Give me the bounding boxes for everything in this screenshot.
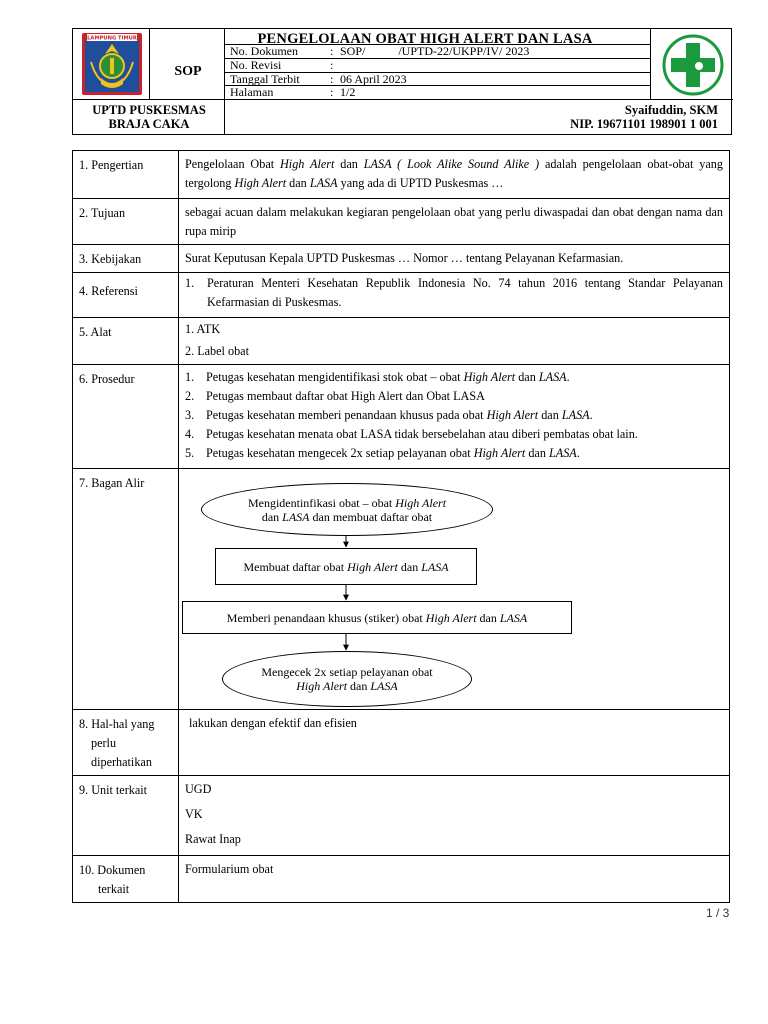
puskesmas-cross-logo bbox=[658, 33, 728, 97]
list-item: 1. ATK bbox=[185, 322, 221, 336]
row-content-tujuan: sebagai acuan dalam melakukan kegiaran pengelolaan obat yang perlu diwaspadai dan obat dengan nama dan rupa mirip bbox=[179, 199, 730, 245]
signatory: Syaifuddin, SKM NIP. 19671101 198901 1 001 bbox=[570, 103, 718, 131]
list-item: 2. Label obat bbox=[185, 344, 249, 358]
table-row bbox=[73, 469, 730, 710]
row-content-dokumen-terkait: Formularium obat bbox=[179, 856, 730, 903]
flow-end-node: Mengecek 2x setiap pelayanan obat High Alert dan LASA bbox=[222, 651, 472, 707]
row-content-unit-terkait bbox=[179, 776, 730, 856]
row-label-hal-hal: 8. Hal-hal yang perlu diperhatikan bbox=[73, 710, 179, 776]
flow-step-labeling: Memberi penandaan khusus (stiker) obat High Alert dan LASA bbox=[182, 601, 572, 634]
table-row bbox=[73, 318, 730, 365]
row-label-bagan-alir: 7. Bagan Alir bbox=[73, 469, 179, 710]
table-row bbox=[73, 776, 730, 856]
table-row bbox=[73, 365, 730, 469]
list-item: 1. Petugas kesehatan mengidentifikasi stok obat – obat High Alert dan LASA. bbox=[185, 370, 570, 384]
list-item: 5. Petugas kesehatan mengecek 2x setiap pelayanan obat High Alert dan LASA. bbox=[185, 446, 580, 460]
organization-name: UPTD PUSKESMAS BRAJA CAKA bbox=[92, 103, 206, 131]
row-content-pengertian: Pengelolaan Obat High Alert dan LASA ( Look Alike Sound Alike ) adalah pengelolaan obat-obat yang tergolong High Alert dan LASA yang ada di UPTD Puskesmas … bbox=[179, 151, 730, 199]
row-content-prosedur bbox=[179, 365, 730, 469]
row-label-alat: 5. Alat bbox=[73, 318, 179, 365]
list-item: UGD bbox=[185, 782, 212, 796]
table-row bbox=[73, 273, 730, 318]
sop-header: LAMPUNG TIMUR SOP PENGELOLAAN OBAT HIGH ALERT DAN LASA No. Dokumen : SOP/ /UPTD-22/UKPP/IV/ 2023 No. Revisi : Tanggal Terbit : 06 April 2023 Halaman : 1/2 UPTD PUSKESMAS BRAJA CAKA Syaifuddin, SKM NIP. 19671101 198901 1 001 bbox=[72, 28, 732, 135]
row-content-hal-hal: lakukan dengan efektif dan efisien bbox=[179, 710, 730, 776]
table-row bbox=[73, 245, 730, 273]
list-item: Rawat Inap bbox=[185, 832, 241, 846]
flow-step-make-list: Membuat daftar obat High Alert dan LASA bbox=[215, 548, 477, 585]
list-item: 4. Petugas kesehatan menata obat LASA tidak bersebelahan atau diberi pembatas obat lain. bbox=[185, 427, 638, 441]
document-title: PENGELOLAAN OBAT HIGH ALERT DAN LASA bbox=[257, 31, 593, 47]
flowchart bbox=[179, 469, 729, 707]
row-label-prosedur: 6. Prosedur bbox=[73, 365, 179, 469]
list-item: 3. Petugas kesehatan memberi penandaan khusus pada obat High Alert dan LASA. bbox=[185, 408, 593, 422]
table-row bbox=[73, 856, 730, 903]
table-row bbox=[73, 199, 730, 245]
row-label-unit-terkait: 9. Unit terkait bbox=[73, 776, 179, 856]
table-row bbox=[73, 151, 730, 199]
sop-content-table bbox=[72, 150, 730, 903]
row-label-kebijakan: 3. Kebijakan bbox=[73, 245, 179, 273]
row-label-tujuan: 2. Tujuan bbox=[73, 199, 179, 245]
lampung-timur-logo bbox=[77, 32, 147, 96]
row-content-kebijakan: Surat Keputusan Kepala UPTD Puskesmas … Nomor … tentang Pelayanan Kefarmasian. bbox=[179, 245, 730, 273]
row-label-referensi: 4. Referensi bbox=[73, 273, 179, 318]
flow-start-node: Mengidentinfikasi obat – obat High Alert dan LASA dan membuat daftar obat bbox=[201, 483, 493, 536]
row-label-dokumen-terkait: 10. Dokumen terkait bbox=[73, 856, 179, 903]
row-label-pengertian: 1. Pengertian bbox=[73, 151, 179, 199]
list-item: VK bbox=[185, 807, 203, 821]
table-row bbox=[73, 710, 730, 776]
row-content-bagan-alir bbox=[179, 469, 730, 710]
svg-text:LAMPUNG TIMUR: LAMPUNG TIMUR bbox=[87, 35, 137, 42]
row-content-alat bbox=[179, 318, 730, 365]
row-content-referensi: 1. Peraturan Menteri Kesehatan Republik Indonesia No. 74 tahun 2016 tentang Standar Pelayanan Kefarmasian di Puskesmas. bbox=[179, 273, 730, 318]
sop-label: SOP bbox=[174, 64, 202, 79]
list-item: 2. Petugas membaut daftar obat High Alert dan Obat LASA bbox=[185, 389, 485, 403]
page-indicator: 1 / 3 bbox=[706, 906, 730, 920]
